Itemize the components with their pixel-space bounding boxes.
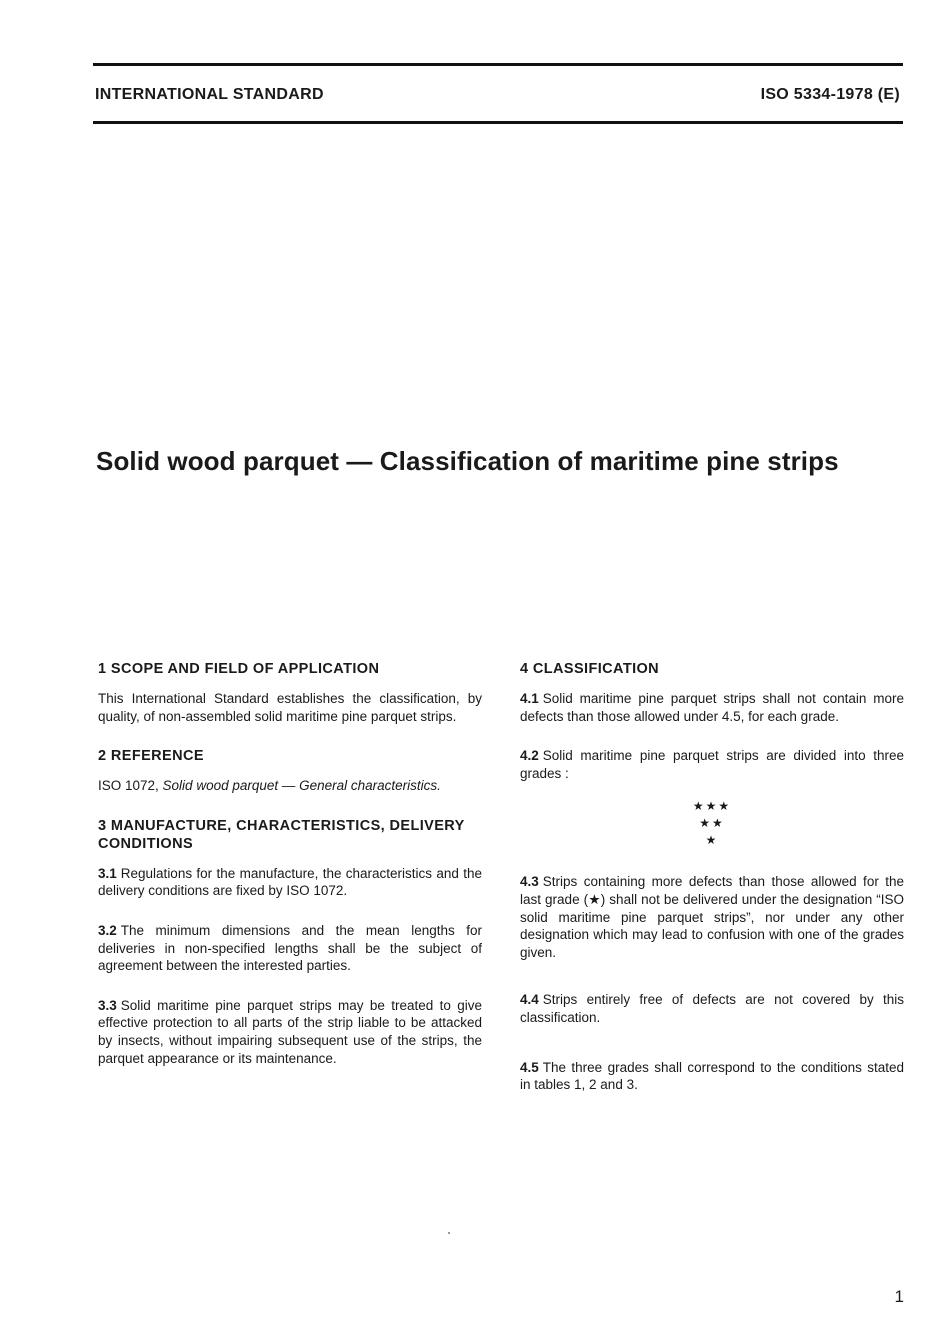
grade-two-star: ★★ [699, 816, 725, 831]
clause-4-5-text: The three grades shall correspond to the conditions stated in tables 1, 2 and 3. [520, 1059, 904, 1093]
header-standard-number: ISO 5334-1978 (E) [760, 86, 900, 103]
clause-4-2-text: Solid maritime pine parquet strips are divided into three grades : [520, 748, 904, 781]
clause-4-5 [520, 1059, 904, 1094]
clause-4-2-number: 4.2 [520, 748, 539, 764]
clause-4-2 [520, 747, 904, 782]
clause-3-2-number: 3.2 [98, 922, 117, 938]
grade-list [520, 798, 904, 849]
clause-4-4-number: 4.4 [520, 992, 539, 1008]
header-top-rule [93, 63, 903, 66]
clause-4-3 [520, 873, 904, 961]
clause-3-3-text: Solid maritime pine parquet strips may be treated to give effective protection to all parts of the strip liable to be attacked by insects, without impairing subsequent use of the strips, the parquet appearance or its maintenance. [98, 997, 482, 1066]
page-number: 1 [894, 1287, 904, 1306]
clause-3-1-number: 3.1 [98, 865, 117, 881]
scan-speck [448, 1232, 450, 1234]
clause-4-4-text: Strips entirely free of defects are not covered by this classification. [520, 992, 904, 1025]
clause-4-4 [520, 991, 904, 1026]
clause-3-1-text: Regulations for the manufacture, the characteristics and the delivery conditions are fixed by ISO 1072. [98, 865, 482, 899]
right-column [520, 660, 904, 1116]
clause-3-1 [98, 865, 482, 900]
section-4-title: 4 CLASSIFICATION [520, 661, 660, 677]
section-2-title: 2 REFERENCE [98, 748, 204, 765]
document-title: Solid wood parquet — Classification of maritime pine strips [96, 446, 839, 476]
reference-number: ISO 1072, [98, 778, 163, 794]
grade-one-star: ★ [705, 833, 719, 848]
clause-4-1-text: Solid maritime pine parquet strips shall not contain more defects than those allowed under 4.5, for each grade. [520, 691, 904, 724]
section-1-title: 1 SCOPE AND FIELD OF APPLICATION [98, 661, 380, 677]
clause-4-1 [520, 690, 904, 725]
section-3-title: 3 MANUFACTURE, CHARACTERISTICS, DELIVERY CONDITIONS [98, 817, 465, 852]
clause-4-5-number: 4.5 [520, 1059, 539, 1075]
clause-4-3-text: Strips containing more defects than those allowed for the last grade (★) shall not be delivered under the designation “ISO solid maritime pine parquet strips”, nor under any other designation which may lead to confusion with one of the grades given. [520, 874, 904, 960]
header-standard-type: INTERNATIONAL STANDARD [95, 86, 324, 103]
clause-3-2-text: The minimum dimensions and the mean lengths for deliveries in non-specified lengths shall be the subject of agreement between the interested parties. [98, 922, 482, 974]
section-1-text: This International Standard establishes the classification, by quality, of non-assembled solid maritime pine parquet strips. [98, 691, 482, 724]
section-2-reference [98, 777, 482, 795]
left-column [98, 660, 482, 1089]
clause-3-3 [98, 997, 482, 1067]
clause-4-1-number: 4.1 [520, 691, 539, 706]
header-bottom-rule [93, 121, 903, 124]
reference-title: Solid wood parquet — General characteristics. [162, 778, 441, 794]
clause-4-3-number: 4.3 [520, 874, 539, 890]
clause-3-3-number: 3.3 [98, 997, 117, 1013]
grade-three-star: ★★★ [692, 799, 732, 814]
clause-3-2 [98, 922, 482, 975]
